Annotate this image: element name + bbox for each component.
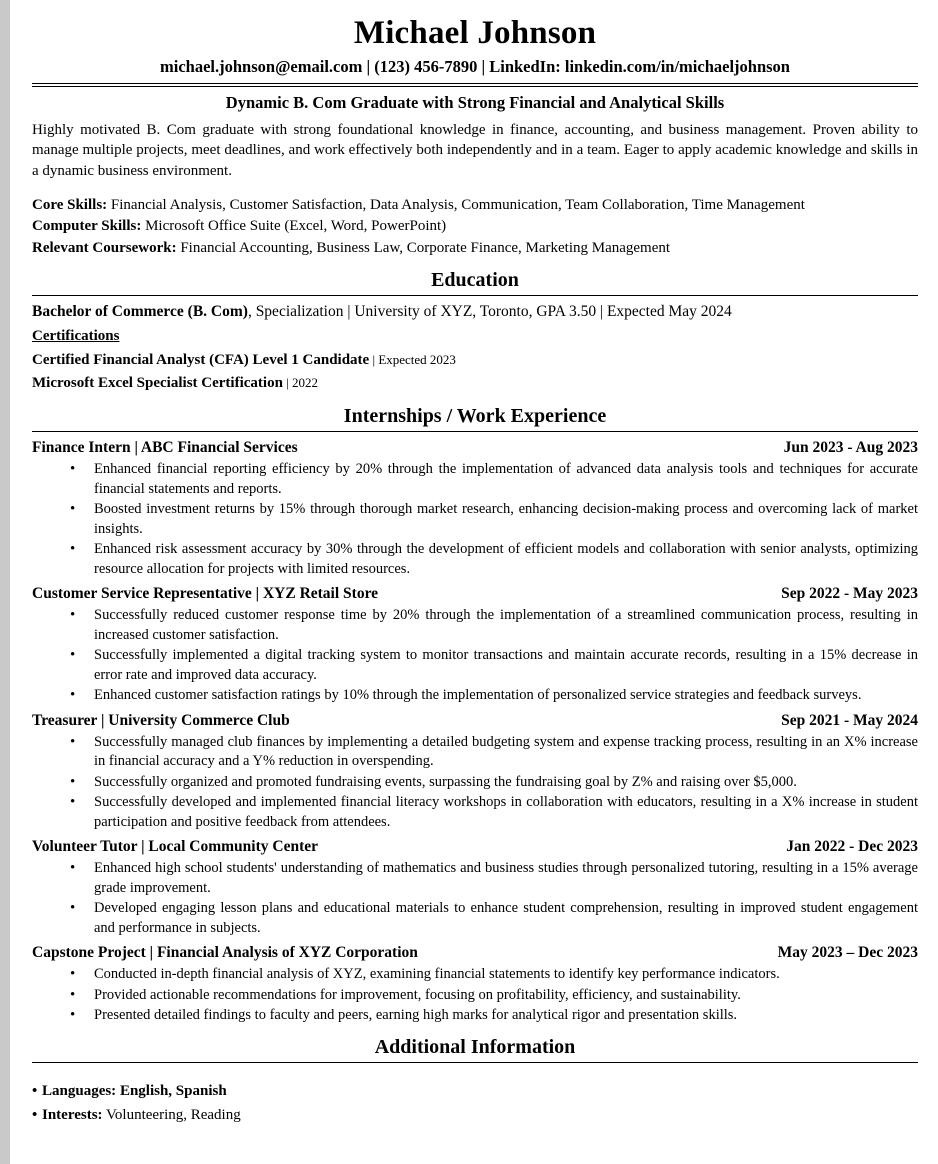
page-title: Michael Johnson — [353, 15, 597, 51]
experience-bullets — [32, 965, 918, 1026]
headline-tagline: Dynamic B. Com Graduate with Strong Financial and Analytical Skills — [225, 92, 725, 112]
section-rule-education — [32, 295, 918, 296]
certification-item — [32, 372, 918, 395]
section-rule-additional — [32, 1062, 918, 1063]
experience-header — [32, 836, 918, 858]
experience-dates: May 2023 – Dec 2023 — [777, 944, 918, 962]
interests-value: Volunteering, Reading — [102, 1106, 241, 1123]
section-title-experience: Internships / Work Experience — [343, 405, 607, 428]
experience-bullets — [32, 733, 918, 833]
list-item: • Successfully reduced customer response time by 20% through the implementation of a streamlined communication process, resulting in increased customer satisfaction. — [32, 606, 918, 645]
experience-dates: Sep 2022 - May 2023 — [781, 585, 918, 603]
list-item: • Successfully managed club finances by implementing a detailed budgeting system and expense tracking process, resulting in an X% increase in financial accuracy and a Y% reduction in overspending. — [32, 733, 918, 772]
coursework-value: Financial Accounting, Business Law, Corporate Finance, Marketing Management — [180, 239, 671, 256]
core-skills-label: Core Skills: — [32, 196, 108, 213]
experience-title: Treasurer | University Commerce Club — [32, 711, 290, 729]
experience-bullets — [32, 859, 918, 938]
interests-label: Interests: — [42, 1106, 103, 1123]
list-item: • Presented detailed findings to faculty and peers, earning high marks for analytical rigor and presentation skills. — [32, 1006, 918, 1026]
experience-bullets — [32, 460, 918, 579]
additional-info-list — [32, 1079, 918, 1127]
degree-name: Bachelor of Commerce (B. Com) — [32, 302, 248, 320]
interests-item — [32, 1103, 918, 1127]
certification-name: Microsoft Excel Specialist Certification — [32, 375, 283, 392]
experience-entry — [32, 583, 918, 706]
computer-skills-line — [32, 216, 918, 237]
list-item: • Successfully implemented a digital tracking system to monitor transactions and maintain accurate records, resulting in a 15% decrease in error rate and improved data accuracy. — [32, 646, 918, 685]
experience-title: Volunteer Tutor | Local Community Center — [32, 838, 319, 856]
certification-date: Expected 2023 — [378, 351, 456, 367]
header-divider — [32, 83, 918, 87]
list-item: • Successfully organized and promoted fundraising events, surpassing the fundraising goal by Z% and raising over $5,000. — [32, 773, 918, 793]
education-degree-line — [32, 301, 918, 323]
experience-title: Finance Intern | ABC Financial Services — [32, 439, 298, 457]
experience-entry — [32, 942, 918, 1025]
core-skills-line — [32, 195, 918, 216]
skills-block — [32, 195, 918, 259]
certification-name: Certified Financial Analyst (CFA) Level 1 Candidate — [32, 351, 370, 368]
list-item: • Enhanced financial reporting efficiency by 20% through the implementation of advanced data analysis tools and techniques for accurate financial statements and reports. — [32, 460, 918, 499]
resume-sheet — [10, 0, 938, 1137]
list-item: • Developed engaging lesson plans and educational materials to enhance student comprehension, resulting in improved student engagement and performance in subjects. — [32, 899, 918, 938]
experience-entry — [32, 437, 918, 579]
list-item: • Enhanced customer satisfaction ratings by 10% through the implementation of personalized service strategies and feedback surveys. — [32, 686, 918, 706]
list-item: • Conducted in-depth financial analysis of XYZ, examining financial statements to identify key performance indicators. — [32, 965, 918, 985]
experience-entry — [32, 836, 918, 938]
coursework-label: Relevant Coursework: — [32, 239, 177, 256]
professional-summary: Highly motivated B. Com graduate with strong foundational knowledge in finance, accounting, and business management. Proven ability to manage multiple projects, meet deadlines, and work effectively both independently and in a team. Eager to apply academic knowledge and skills in a dynamic business environment. — [32, 122, 918, 179]
section-title-education: Education — [431, 268, 519, 291]
experience-header — [32, 437, 918, 459]
contact-line: michael.johnson@email.com | (123) 456-7890 | LinkedIn: linkedin.com/in/michaeljohnson — [160, 56, 790, 76]
experience-dates: Jan 2022 - Dec 2023 — [786, 838, 918, 856]
experience-header — [32, 583, 918, 605]
certification-separator: | — [369, 351, 379, 367]
languages-value: English, Spanish — [116, 1082, 227, 1099]
coursework-line — [32, 238, 918, 259]
languages-item — [32, 1079, 918, 1103]
experience-bullets — [32, 606, 918, 706]
experience-entry — [32, 710, 918, 833]
core-skills-value: Financial Analysis, Customer Satisfaction, Data Analysis, Communication, Team Collaboration, Time Management — [110, 196, 805, 213]
list-item: • Successfully developed and implemented financial literacy workshops in collaboration with educators, resulting in a X% increase in student participation and positive feedback from attendees. — [32, 793, 918, 832]
certification-date: 2022 — [292, 375, 319, 391]
languages-label: Languages: — [42, 1082, 117, 1099]
experience-title: Customer Service Representative | XYZ Retail Store — [32, 585, 379, 603]
certification-separator: | — [282, 375, 293, 391]
experience-header — [32, 710, 918, 732]
experience-title: Capstone Project | Financial Analysis of XYZ Corporation — [32, 944, 418, 962]
computer-skills-value: Microsoft Office Suite (Excel, Word, PowerPoint) — [145, 218, 447, 235]
certifications-list — [32, 349, 918, 396]
list-item: • Enhanced high school students' understanding of mathematics and business studies through personalized tutoring, resulting in a 15% average grade improvement. — [32, 859, 918, 898]
experience-dates: Jun 2023 - Aug 2023 — [783, 439, 918, 457]
list-item: • Boosted investment returns by 15% through thorough market research, enhancing decision-making process and overcoming lack of market insights. — [32, 500, 918, 539]
certifications-heading: Certifications — [32, 328, 120, 345]
degree-details: , Specialization | University of XYZ, Toronto, GPA 3.50 | Expected May 2024 — [247, 302, 732, 320]
experience-header — [32, 942, 918, 964]
section-title-additional: Additional Information — [374, 1035, 576, 1058]
computer-skills-label: Computer Skills: — [32, 218, 142, 235]
list-item: • Provided actionable recommendations for improvement, focusing on profitability, efficiency, and sustainability. — [32, 986, 918, 1006]
certification-item — [32, 349, 918, 372]
experience-dates: Sep 2021 - May 2024 — [781, 711, 918, 729]
section-rule-experience — [32, 431, 918, 432]
list-item: • Enhanced risk assessment accuracy by 30% through the development of efficient models and collaboration with senior analysts, optimizing resource allocation for projects with limited resources. — [32, 540, 918, 579]
